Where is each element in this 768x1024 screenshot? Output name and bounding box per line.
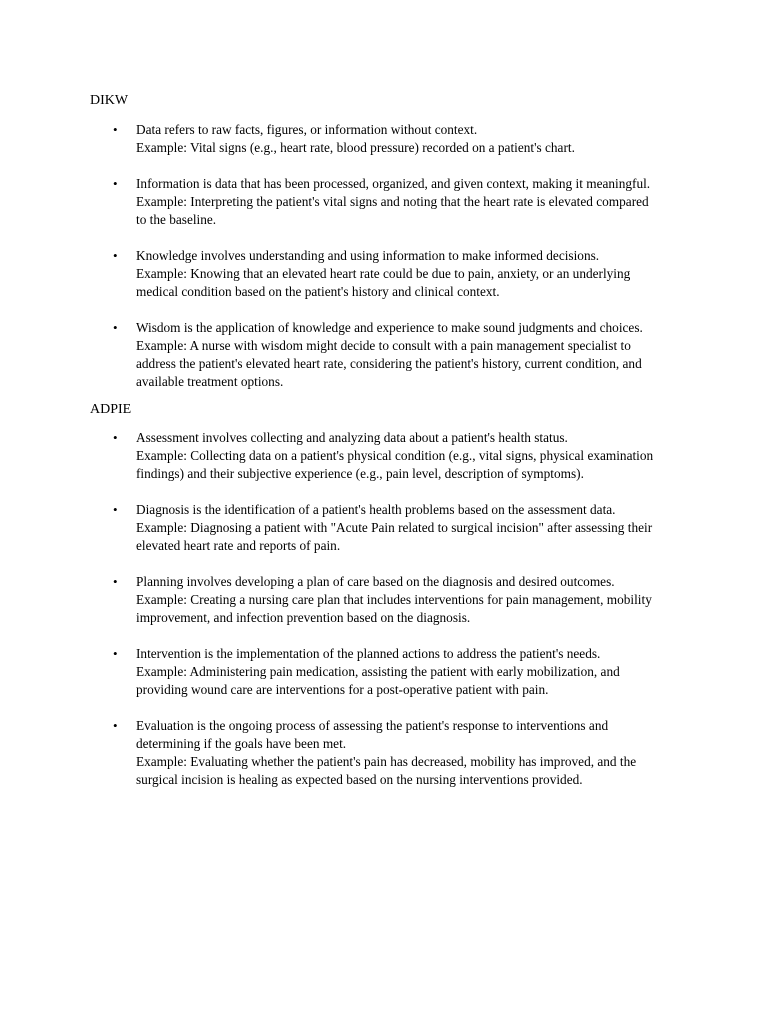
list-item-text-line: Assessment involves collecting and analyzing data about a patient's health status. xyxy=(136,430,568,445)
list-item-text-line: Diagnosis is the identification of a patient's health problems based on the assessment data. xyxy=(136,502,616,517)
list-item-text-line: Information is data that has been processed, organized, and given context, making it meaningful. xyxy=(136,176,651,191)
bullet-icon: • xyxy=(113,430,118,445)
list-item-text-line: Wisdom is the application of knowledge and experience to make sound judgments and choices. xyxy=(136,320,643,335)
list-item xyxy=(90,645,690,699)
list-item-text-line: improvement, and infection prevention based on the diagnosis. xyxy=(136,610,471,625)
list-item-text-line: Example: Diagnosing a patient with "Acute Pain related to surgical incision" after assessing their xyxy=(136,520,653,535)
list-item-text-line: Knowledge involves understanding and using information to make informed decisions. xyxy=(136,248,600,263)
list-item-text-line: to the baseline. xyxy=(136,212,217,227)
list-item-text-line: findings) and their subjective experience (e.g., pain level, description of symptoms). xyxy=(136,466,584,481)
list-item-text-line: Data refers to raw facts, figures, or information without context. xyxy=(136,122,478,137)
list-item xyxy=(90,175,690,229)
list-item-text-line: Example: Interpreting the patient's vital signs and noting that the heart rate is elevated compared xyxy=(136,194,649,209)
list-item-text-line: Example: Knowing that an elevated heart rate could be due to pain, anxiety, or an underlying xyxy=(136,266,631,281)
section-heading-dikw: DIKW xyxy=(90,93,129,108)
list-item-text-line: available treatment options. xyxy=(136,374,284,389)
list-item xyxy=(90,247,690,301)
list-item-text-line: Example: Vital signs (e.g., heart rate, blood pressure) recorded on a patient's chart. xyxy=(136,140,575,155)
list-item-text-line: Intervention is the implementation of the planned actions to address the patient's needs. xyxy=(136,646,601,661)
list-item-text-line: Example: Creating a nursing care plan that includes interventions for pain management, mobility xyxy=(136,592,652,607)
list-item-text-line: providing wound care are interventions for a post-operative patient with pain. xyxy=(136,682,549,697)
list-item xyxy=(90,573,690,627)
list-item xyxy=(90,429,690,483)
list-item-text-line: Example: A nurse with wisdom might decide to consult with a pain management specialist to xyxy=(136,338,631,353)
bullet-icon: • xyxy=(113,574,118,589)
list-item-text-line: Planning involves developing a plan of care based on the diagnosis and desired outcomes. xyxy=(136,574,615,589)
bullet-icon: • xyxy=(113,248,118,263)
list-item-text-line: Example: Evaluating whether the patient's pain has decreased, mobility has improved, and the xyxy=(136,754,637,769)
bullet-icon: • xyxy=(113,646,118,661)
list-item-text-line: Example: Collecting data on a patient's physical condition (e.g., vital signs, physical examination xyxy=(136,448,654,463)
bullet-icon: • xyxy=(113,718,118,733)
list-item xyxy=(90,319,690,391)
list-item-text-line: surgical incision is healing as expected based on the nursing interventions provided. xyxy=(136,772,583,787)
list-item-text-line: determining if the goals have been met. xyxy=(136,736,347,751)
bullet-icon: • xyxy=(113,122,118,137)
section-heading-adpie: ADPIE xyxy=(90,402,132,417)
list-item-text-line: address the patient's elevated heart rate, considering the patient's history, current condition, and xyxy=(136,356,642,371)
bullet-icon: • xyxy=(113,502,118,517)
list-item xyxy=(90,501,690,555)
list-item-text-line: medical condition based on the patient's history and clinical context. xyxy=(136,284,500,299)
bullet-list-dikw xyxy=(90,121,690,391)
list-item xyxy=(90,121,690,157)
list-item-text-line: Example: Administering pain medication, assisting the patient with early mobilization, and xyxy=(136,664,620,679)
bullet-icon: • xyxy=(113,176,118,191)
bullet-icon: • xyxy=(113,320,118,335)
list-item-text-line: Evaluation is the ongoing process of assessing the patient's response to interventions and xyxy=(136,718,609,733)
list-item xyxy=(90,717,690,789)
list-item-text-line: elevated heart rate and reports of pain. xyxy=(136,538,341,553)
bullet-list-adpie xyxy=(90,429,690,789)
